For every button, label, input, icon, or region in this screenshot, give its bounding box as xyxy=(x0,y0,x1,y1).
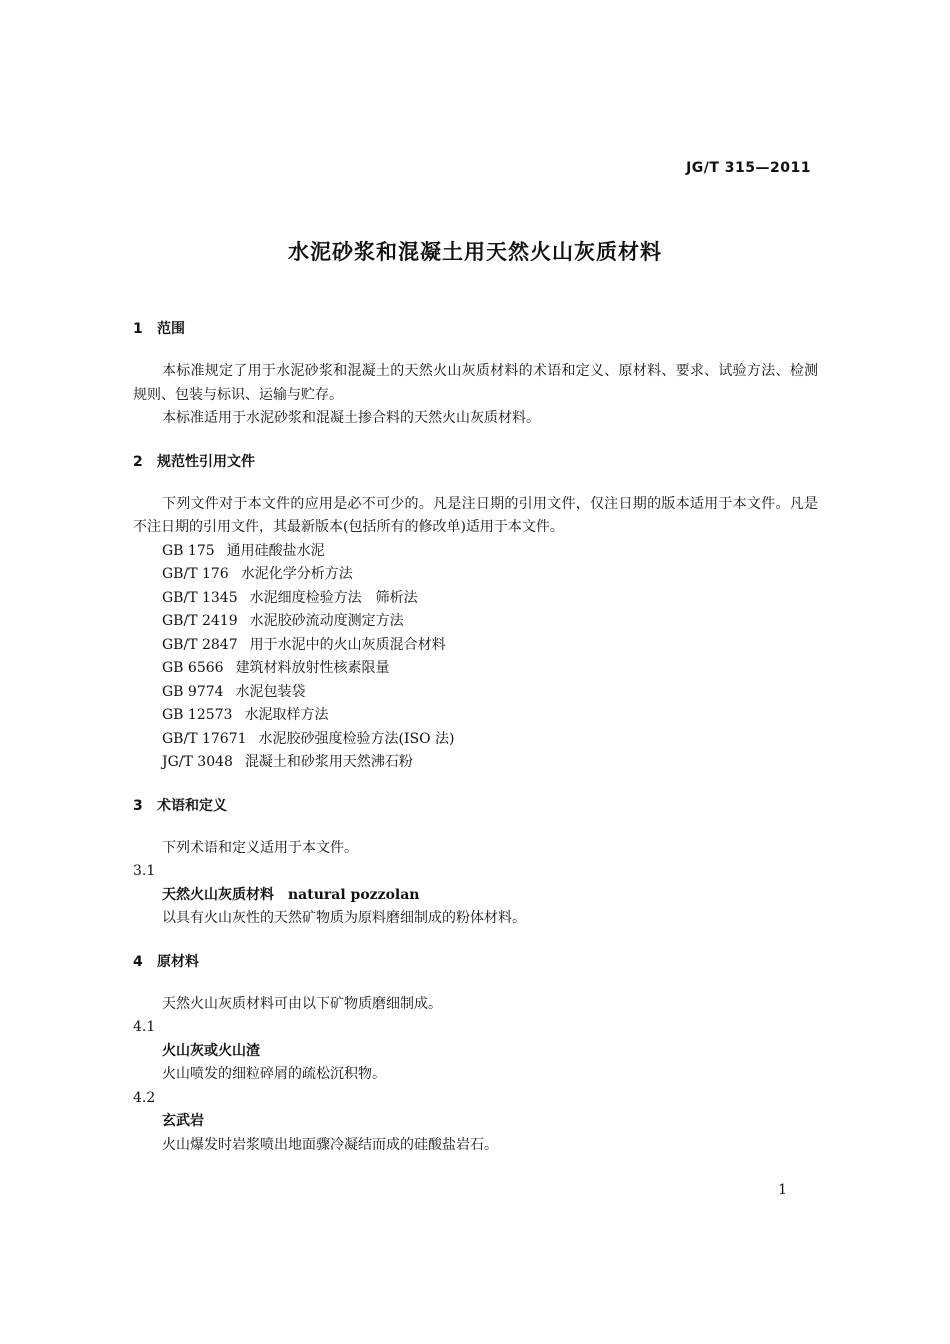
paragraph: 本标准适用于水泥砂浆和混凝土掺合料的天然火山灰质材料。 xyxy=(162,410,540,426)
section-heading-terms: 3 术语和定义 xyxy=(133,797,227,814)
clause-number: 3.1 xyxy=(133,863,156,879)
reference-item: GB/T 1345 水泥细度检验方法 筛析法 xyxy=(162,589,418,606)
paragraph: 天然火山灰质材料可由以下矿物质磨细制成。 xyxy=(162,995,442,1012)
reference-item: GB/T 2419 水泥胶砂流动度测定方法 xyxy=(162,613,404,629)
reference-item: GB 6566 建筑材料放射性核素限量 xyxy=(162,660,390,676)
page-number: 1 xyxy=(778,1182,787,1198)
clause-number: 4.1 xyxy=(133,1019,156,1035)
reference-item: GB 12573 水泥取样方法 xyxy=(162,707,329,723)
term-entry: 玄武岩 xyxy=(162,1113,204,1129)
term-entry: 火山灰或火山渣 xyxy=(162,1042,260,1059)
term-definition: 以具有火山灰性的天然矿物质为原料磨细制成的粉体材料。 xyxy=(162,910,526,926)
paragraph: 下列文件对于本文件的应用是必不可少的。凡是注日期的引用文件，仅注日期的版本适用于本文件。凡是不注日期的引用文件，其最新版本(包括所有的修改单)适用于本文件。 xyxy=(133,495,818,535)
reference-item: GB 175 通用硅酸盐水泥 xyxy=(162,542,325,559)
reference-item: JG/T 3048 混凝土和砂浆用天然沸石粉 xyxy=(162,754,413,770)
reference-item: GB/T 17671 水泥胶砂强度检验方法(ISO 法) xyxy=(162,730,455,747)
clause-number: 4.2 xyxy=(133,1089,156,1106)
reference-item: GB 9774 水泥包装袋 xyxy=(162,683,306,700)
term-entry: 天然火山灰质材料 natural pozzolan xyxy=(162,886,420,903)
section-heading-normative-references: 2 规范性引用文件 xyxy=(133,453,255,470)
reference-item: GB/T 176 水泥化学分析方法 xyxy=(162,566,353,582)
section-heading-raw-materials: 4 原材料 xyxy=(133,953,199,970)
paragraph: 本标准规定了用于水泥砂浆和混凝土的天然火山灰质材料的术语和定义、原材料、要求、试验方法、检测规则、包装与标识、运输与贮存。 xyxy=(133,363,818,403)
paragraph: 下列术语和定义适用于本文件。 xyxy=(162,839,358,856)
reference-list xyxy=(133,540,818,775)
term-definition: 火山爆发时岩浆喷出地面骤冷凝结而成的硅酸盐岩石。 xyxy=(162,1136,498,1153)
document-title: 水泥砂浆和混凝土用天然火山灰质材料 xyxy=(288,240,662,264)
term-definition: 火山喷发的细粒碎屑的疏松沉积物。 xyxy=(162,1066,386,1082)
section-heading-scope: 1 范围 xyxy=(133,321,185,337)
document-body xyxy=(133,318,818,1157)
reference-item: GB/T 2847 用于水泥中的火山灰质混合材料 xyxy=(162,636,446,653)
standard-code: JG/T 315—2011 xyxy=(686,160,811,176)
